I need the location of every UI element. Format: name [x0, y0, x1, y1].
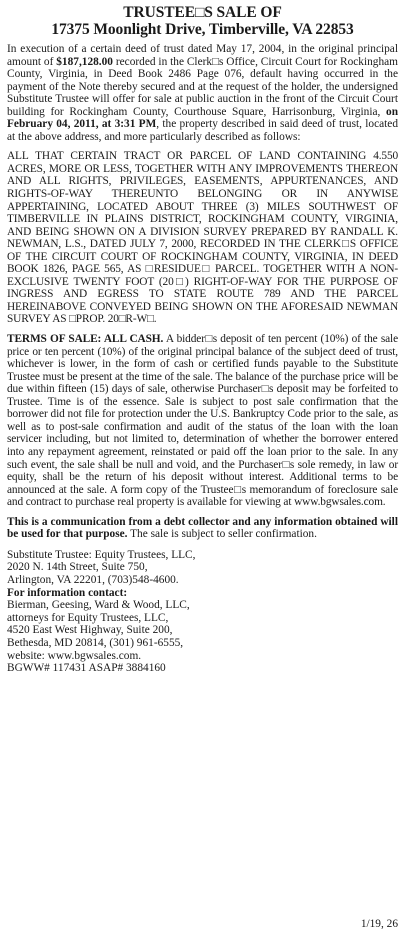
notice-title — [7, 4, 398, 38]
debt-collector-bold: This is a communication from a debt collector and any information obtained will be used for that purpose. — [7, 515, 398, 541]
publication-dates: 1/19, 26 — [360, 918, 398, 930]
sale-date: on February 04, 2011, at 3:31 PM — [7, 105, 398, 131]
execution-text-3: , the property described in said deed of trust, located at the above address, and more particularly described as follows: — [7, 118, 398, 143]
contact-block — [7, 549, 398, 675]
terms-of-sale — [7, 333, 398, 509]
seller-confirmation: The sale is subject to seller confirmation. — [127, 528, 317, 541]
execution-paragraph — [7, 43, 398, 143]
trustee-city: Arlington, VA 22201, (703)548-4600. — [7, 573, 179, 586]
execution-text-2: recorded in the Clerk□s Office, Circuit Court for Rockingham County, Virginia, in Deed Book 2486 Page 076, default having occurred in the payment of the Note thereby secured and at the request of the holder, the undersigned Substitute Trustee will offer for sale at public auction in the front of the Circuit Court building for Rockingham County, Courthouse Square, Harrisonburg, Virginia, — [7, 55, 398, 118]
principal-amount: $187,128.00 — [56, 55, 113, 68]
firm-role: attorneys for Equity Trustees, LLC, — [7, 611, 169, 624]
firm-website: website: www.bgwsales.com. — [7, 649, 142, 662]
debt-collector-notice — [7, 516, 398, 541]
reference-numbers: BGWW# 117431 ASAP# 3884160 — [7, 662, 166, 675]
title-line-2: 17375 Moonlight Drive, Timberville, VA 22853 — [51, 21, 354, 38]
trustee-line: Substitute Trustee: Equity Trustees, LLC, — [7, 548, 196, 561]
trustee-street: 2020 N. 14th Street, Suite 750, — [7, 561, 148, 574]
firm-street: 4520 East West Highway, Suite 200, — [7, 624, 173, 637]
property-description: ALL THAT CERTAIN TRACT OR PARCEL OF LAND CONTAINING 4.550 ACRES, MORE OR LESS, TOGETHER WITH ANY IMPROVEMENTS THEREON AND ALL RIGHTS, PRIVILEGES, EASEMENTS, APPURTENANCES, AND RIGHTS-OF-WAY THEREUNTO BELONGING OR IN ANYWISE APPERTAINING, LOCATED ABOUT THREE (3) MILES SOUTHWEST OF TIMBERVILLE IN PLAINS DISTRICT, ROCKINGHAM COUNTY, VIRGINIA, AND BEING SHOWN ON A DIVISION SURVEY PREPARED BY RANDALL K. NEWMAN, L.S., DATED JULY 7, 2000, RECORDED IN THE CLERK□S OFFICE OF THE CIRCUIT COURT OF ROCKINGHAM COUNTY, VIRGINIA, IN DEED BOOK 1826, PAGE 565, AS □RESIDUE□ PARCEL. TOGETHER WITH A NON-EXCLUSIVE TWENTY FOOT (20□) RIGHT-OF-WAY FOR THE PURPOSE OF INGRESS AND EGRESS TO STATE ROUTE 789 AND THE PARCEL HEREINABOVE CONVEYED BEING SHOWN ON THE AFORESAID NEWMAN SURVEY AS □PROP. 20□R-W□. — [7, 150, 398, 326]
execution-text-1: In execution of a certain deed of trust dated May 17, 2004, in the original principal amount of — [7, 43, 398, 68]
firm-city: Bethesda, MD 20814, (301) 961-6555, — [7, 636, 184, 649]
terms-heading: TERMS OF SALE: ALL CASH. — [7, 333, 164, 346]
firm-name: Bierman, Geesing, Ward & Wood, LLC, — [7, 599, 190, 612]
terms-body: A bidder□s deposit of ten percent (10%) of the sale price or ten percent (10%) of the original principal balance of the subject deed of trust, whichever is lower, in the form of cash or certified funds payable to the Substitute Trustee must be present at the time of the sale. The balance of the purchase price will be due within fifteen (15) days of sale, otherwise Purchaser□s deposit may be forfeited to Trustee. Time is of the essence. Sale is subject to post sale confirmation that the borrower did not file for protection under the U.S. Bankruptcy Code prior to the sale, as well as to post-sale confirmation and audit of the status of the loan with the loan servicer including, but not limited to, determination of whether the borrower entered into any repayment agreement, reinstated or paid off the loan prior to the sale. In any such event, the sale shall be null and void, and the Purchaser□s sole remedy, in law or equity, shall be the return of his deposit without interest. Additional terms to be announced at the sale. A form copy of the Trustee□s memorandum of foreclosure sale and contract to purchase real property is available for viewing at www.bgwsales.com. — [7, 333, 398, 509]
title-line-1: TRUSTEE□S SALE OF — [123, 4, 282, 21]
info-contact-heading: For information contact: — [7, 586, 128, 599]
